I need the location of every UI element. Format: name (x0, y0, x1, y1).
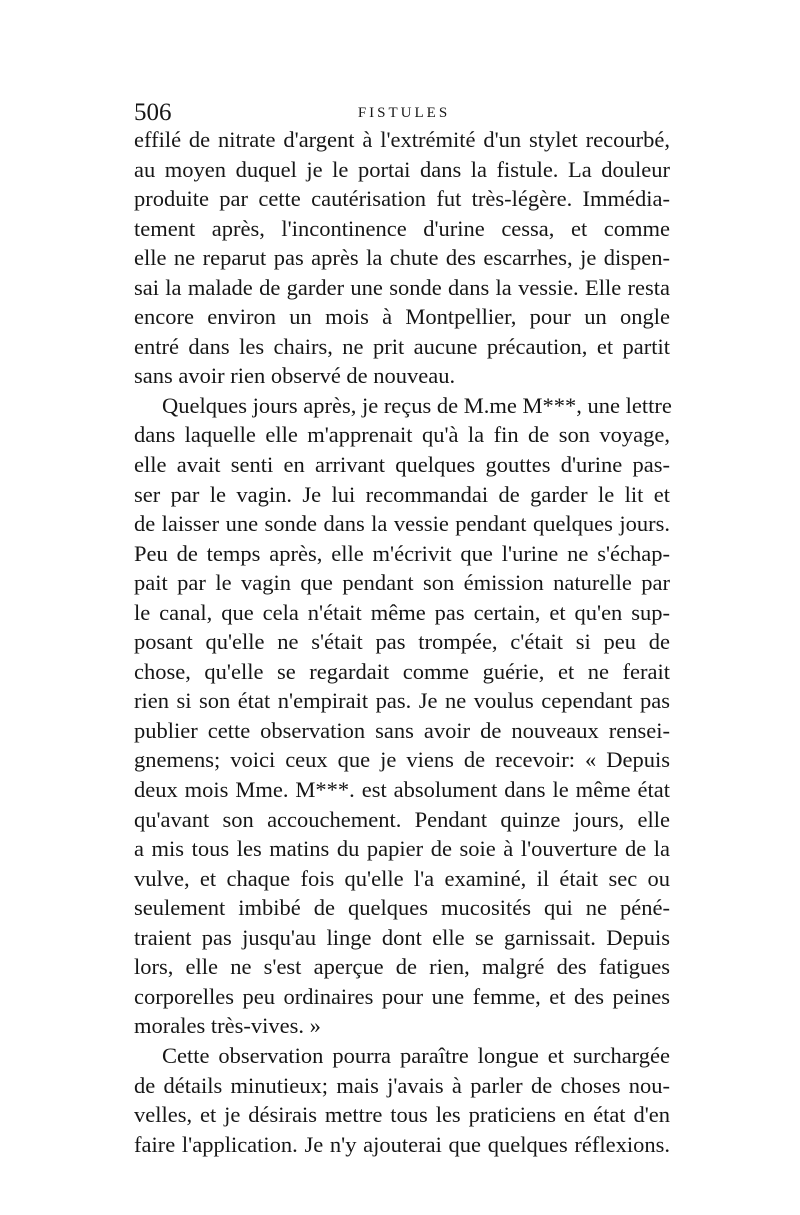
text-line: chose, qu'elle se regardait comme guérie, et ne ferait (134, 658, 670, 684)
text-line: faire l'application. Je n'y ajouterai que quelques réflexions. (134, 1131, 670, 1157)
text-line: seulement imbibé de quelques mucosités qui ne péné- (134, 895, 670, 921)
text-line: encore environ un mois à Montpellier, pour un ongle (134, 304, 670, 330)
text-line: sai la malade de garder une sonde dans la vessie. Elle resta (134, 274, 670, 300)
text-line: le canal, que cela n'était même pas certain, et qu'en sup- (134, 599, 670, 625)
text-line: corporelles peu ordinaires pour une femme, et des peines (134, 983, 670, 1009)
text-line: Peu de temps après, elle m'écrivit que l'urine ne s'échap- (134, 540, 670, 566)
text-line: gnemens; voici ceux que je viens de recevoir: « Depuis (134, 747, 670, 773)
text-line: Quelques jours après, je reçus de M.me M***, une lettre (162, 392, 672, 418)
text-line: de laisser une sonde dans la vessie pendant quelques jours. (134, 511, 670, 537)
text-line: ser par le vagin. Je lui recommandai de garder le lit et (134, 481, 670, 507)
text-line: effilé de nitrate d'argent à l'extrémité d'un stylet recourbé, (134, 127, 670, 152)
text-line: tement après, l'incontinence d'urine cessa, et comme (134, 215, 670, 241)
text-line: Cette observation pourra paraître longue et surchargée (162, 1042, 670, 1068)
text-line: sans avoir rien observé de nouveau. (134, 363, 456, 389)
text-line: lors, elle ne s'est aperçue de rien, malgré des fatigues (134, 954, 670, 980)
text-line: vulve, et chaque fois qu'elle l'a examiné, il était sec ou (134, 865, 670, 891)
page-number: 506 (134, 99, 172, 126)
text-line: deux mois Mme. M***. est absolument dans le même état (134, 777, 670, 803)
running-head: FISTULES (357, 105, 451, 121)
text-line: de détails minutieux; mais j'avais à parler de choses nou- (134, 1072, 670, 1098)
text-line: traient pas jusqu'au linge dont elle se garnissait. Depuis (134, 924, 670, 950)
text-line: elle ne reparut pas après la chute des escarrhes, je dispen- (134, 245, 670, 271)
text-line: elle avait senti en arrivant quelques gouttes d'urine pas- (134, 452, 670, 478)
text-line: pait par le vagin que pendant son émission naturelle par (134, 570, 670, 596)
text-line: morales très-vives. » (134, 1013, 321, 1039)
text-line: posant qu'elle ne s'était pas trompée, c'était si peu de (134, 629, 670, 655)
text-line: rien si son état n'empirait pas. Je ne voulus cependant pas (134, 688, 670, 714)
text-line: velles, et je désirais mettre tous les praticiens en état d'en (134, 1102, 670, 1128)
body-text (134, 125, 670, 1159)
text-line: entré dans les chairs, ne prit aucune précaution, et partit (134, 333, 670, 359)
text-line: a mis tous les matins du papier de soie à l'ouverture de la (134, 836, 670, 862)
text-line: publier cette observation sans avoir de nouveaux rensei- (134, 717, 670, 743)
text-line: au moyen duquel je le portai dans la fistule. La douleur (134, 156, 670, 182)
text-line: qu'avant son accouchement. Pendant quinze jours, elle (134, 806, 670, 832)
text-line: produite par cette cautérisation fut très-légère. Immédia- (134, 186, 670, 212)
text-line: dans laquelle elle m'apprenait qu'à la fin de son voyage, (134, 422, 670, 448)
page-header (134, 98, 674, 128)
